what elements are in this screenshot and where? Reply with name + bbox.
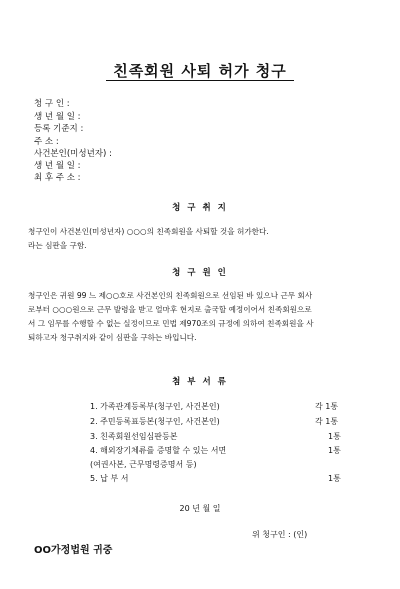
document-title: 친족회원 사퇴 허가 청구 [113, 62, 287, 80]
field-applicant: 청 구 인 : [34, 99, 70, 109]
purpose-line-2: 라는 심판을 구함. [28, 241, 87, 250]
date-line: 20 년 월 일 [179, 504, 221, 513]
attachment-qty-5: 1통 [328, 474, 341, 483]
attachment-item-5: 5. 납 부 서 [90, 474, 129, 483]
field-birthdate: 생 년 월 일 : [34, 112, 81, 122]
attachment-qty-2: 각 1통 [315, 417, 339, 426]
attachment-qty-3: 1통 [328, 432, 341, 441]
court-addressee: OO가정법원 귀중 [34, 545, 113, 556]
cause-line-4: 퇴하고자 청구취지와 같이 심판을 구하는 바입니다. [28, 333, 197, 342]
cause-line-2: 로부터 ○○○원으로 근무 발령을 받고 얼마후 현지로 출국할 예정이어서 친족회원으로 [28, 305, 312, 314]
title-underline [106, 80, 294, 81]
attachments-heading: 첨 부 서 류 [172, 377, 228, 387]
field-minor-subject: 사건본인(미성년자) : [34, 149, 112, 159]
attachment-qty-1: 각 1통 [315, 402, 339, 411]
attachment-item-4: 4. 해외장기체류를 증명할 수 있는 서면 [90, 446, 227, 455]
field-subject-birthdate: 생 년 월 일 : [34, 161, 81, 171]
cause-line-3: 서 그 임무를 수행할 수 없는 실정이므로 민법 제970조의 규정에 의하여 친족회원을 사 [28, 319, 314, 328]
cause-line-1: 청구인은 귀원 99 느 제○○호로 사건본인의 친족회원으로 선임된 바 있으나 근무 회사 [28, 291, 313, 300]
field-last-address: 최 후 주 소 : [34, 173, 81, 183]
attachment-qty-4: 1통 [328, 446, 341, 455]
attachment-item-1: 1. 가족관계등록부(청구인, 사건본인) [90, 402, 220, 411]
cause-heading: 청 구 원 인 [172, 268, 228, 278]
field-registration-base: 등록 기준지 : [34, 124, 84, 134]
field-address: 주 소 : [34, 137, 59, 147]
attachment-item-2: 2. 주민등록표등본(청구인, 사건본인) [90, 417, 220, 426]
signature-line: 위 청구인 : (인) [252, 530, 308, 539]
attachment-item-4-note: (여권사본, 근무명령증명서 등) [90, 460, 197, 469]
purpose-heading: 청 구 취 지 [172, 203, 228, 213]
purpose-line-1: 청구인이 사건본인(미성년자) ○○○의 친족회원을 사퇴할 것을 허가한다. [28, 227, 269, 236]
attachment-item-3: 3. 친족회원선임심판등본 [90, 432, 178, 441]
